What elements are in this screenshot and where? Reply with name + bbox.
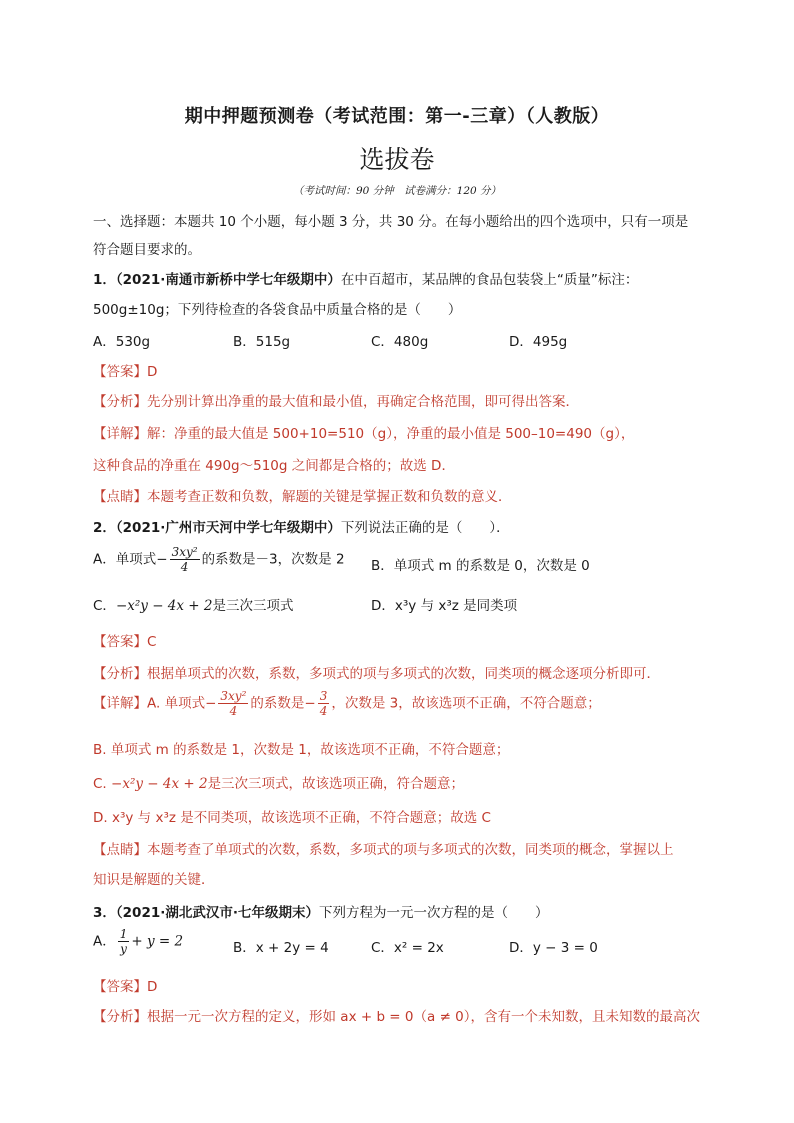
section-instructions-line2: 符合题目要求的。 — [93, 242, 201, 258]
exam-meta: （考试时间：90 分钟 试卷满分：120 分） — [292, 185, 502, 197]
q3-option-a: A． $\frac{1}{y}$ + y = 2 — [93, 927, 184, 956]
fraction: $\frac{3}{4}$ — [319, 689, 328, 718]
q2-option-d: D．x³y 与 x³z 是同类项 — [371, 598, 518, 614]
q2-option-b: B．单项式 m 的系数是 0，次数是 0 — [371, 558, 590, 574]
q2-detail-a: 【详解】A. 单项式− $\frac{\text{3xy²}}{4}$ 的系数是− $\frac{3}{4}$ ，次数是 3，故该选项不正确，不符合题意； — [93, 689, 601, 718]
q2-stem — [93, 516, 510, 536]
q1-comment-text: 本题考查正数和负数，解题的关键是掌握正数和负数的意义． — [147, 489, 512, 505]
q1-stem-line2: 500g±10g；下列待检查的各袋食品中质量合格的是（ ） — [93, 302, 462, 318]
q3-answer — [93, 975, 157, 995]
q2-stem-text: 下列说法正确的是（ ）． — [340, 520, 510, 536]
q3-number: 3． — [93, 905, 116, 921]
q1-stem-line1 — [93, 268, 638, 288]
detail-label: 【详解】 — [93, 426, 147, 442]
q1-answer — [93, 360, 157, 380]
analysis-label: 【分析】 — [93, 394, 147, 410]
analysis-label: 【分析】 — [93, 1009, 147, 1025]
answer-label: 【答案】 — [93, 634, 147, 650]
q2-option-a: A．单项式− $\frac{\text{3xy²}}{4}$ 的系数是－3，次数是 2 — [93, 545, 345, 574]
fraction: $\frac{1}{y}$ — [119, 927, 128, 956]
q2-detail-b: B. 单项式 m 的系数是 1，次数是 1，故该选项不正确，不符合题意； — [93, 742, 510, 758]
answer-label: 【答案】 — [93, 979, 147, 995]
q2-detail-d: D. x³y 与 x³z 是不同类项，故该选项不正确，不符合题意；故选 C — [93, 810, 491, 826]
q3-option-c: C．x² = 2x — [371, 940, 444, 956]
q1-options — [93, 330, 713, 350]
detail-label: 【详解】 — [93, 695, 147, 712]
q3-option-d: D．y − 3 = 0 — [509, 940, 598, 956]
q1-number: 1． — [93, 272, 116, 288]
q3-analysis — [93, 1005, 700, 1025]
q2-comment-line1 — [93, 838, 674, 858]
q2-answer-value: C — [147, 634, 157, 650]
q2-answer — [93, 630, 156, 650]
analysis-label: 【分析】 — [93, 666, 147, 682]
q1-answer-value: D — [147, 364, 158, 380]
answer-label: 【答案】 — [93, 364, 147, 380]
q1-option-a: A．530g — [93, 334, 151, 350]
q2-options-row2 — [93, 594, 713, 614]
q2-option-c: C．−x²y − 4x + 2是三次三项式 — [93, 598, 294, 614]
q1-stem-text: 在中百超市，某品牌的食品包装袋上“质量”标注： — [340, 272, 639, 288]
q2-detail-c: C. −x²y − 4x + 2是三次三项式，故该选项正确，符合题意； — [93, 776, 465, 792]
comment-label: 【点睛】 — [93, 489, 147, 505]
q1-comment — [93, 485, 512, 505]
fraction: $\frac{\text{3xy²}}{4}$ — [171, 545, 198, 574]
q3-source: （2021·湖北武汉市·七年级期末） — [115, 905, 319, 921]
q1-analysis-text: 先分别计算出净重的最大值和最小值，再确定合格范围，即可得出答案． — [147, 394, 579, 410]
q2-source: （2021·广州市天河中学七年级期中） — [115, 520, 341, 536]
q1-option-b: B．515g — [233, 334, 291, 350]
q3-answer-value: D — [147, 979, 158, 995]
q1-detail-line1 — [93, 422, 634, 442]
page-title: 期中押题预测卷（考试范围：第一-三章）（人教版） — [184, 106, 610, 127]
comment-label: 【点睛】 — [93, 842, 147, 858]
q3-stem — [93, 901, 549, 921]
q2-options-row1 — [93, 546, 713, 580]
q2-comment-line2: 知识是解题的关键． — [93, 872, 215, 888]
q3-analysis-text: 根据一元一次方程的定义，形如 ax + b = 0（a ≠ 0），含有一个未知数，且未知数的最高次 — [147, 1009, 701, 1025]
q2-comment-text: 本题考查了单项式的次数，系数，多项式的项与多项式的次数，同类项的概念，掌握以上 — [147, 842, 674, 858]
q2-number: 2． — [93, 520, 116, 536]
q1-option-d: D．495g — [509, 334, 568, 350]
q1-option-c: C．480g — [371, 334, 429, 350]
section-instructions-line1: 一、选择题：本题共 10 个小题，每小题 3 分，共 30 分。在每小题给出的四个选项中，只有一项是 — [93, 214, 689, 230]
q3-options — [93, 928, 713, 962]
q2-analysis — [93, 662, 660, 682]
page-subtitle: 选拔卷 — [359, 145, 435, 174]
q1-analysis — [93, 390, 579, 410]
fraction: $\frac{\text{3xy²}}{4}$ — [220, 689, 247, 718]
q3-option-b: B．x + 2y = 4 — [233, 940, 329, 956]
q1-detail-line2: 这种食品的净重在 490g～510g 之间都是合格的；故选 D． — [93, 458, 455, 474]
q2-analysis-text: 根据单项式的次数，系数，多项式的项与多项式的次数，同类项的概念逐项分析即可． — [147, 666, 660, 682]
q1-source: （2021·南通市新桥中学七年级期中） — [115, 272, 341, 288]
q3-stem-text: 下列方程为一元一次方程的是（ ） — [319, 905, 549, 921]
q1-detail-text1: 解：净重的最大值是 500+10=510（g），净重的最小值是 500–10=490（g）， — [147, 426, 635, 442]
